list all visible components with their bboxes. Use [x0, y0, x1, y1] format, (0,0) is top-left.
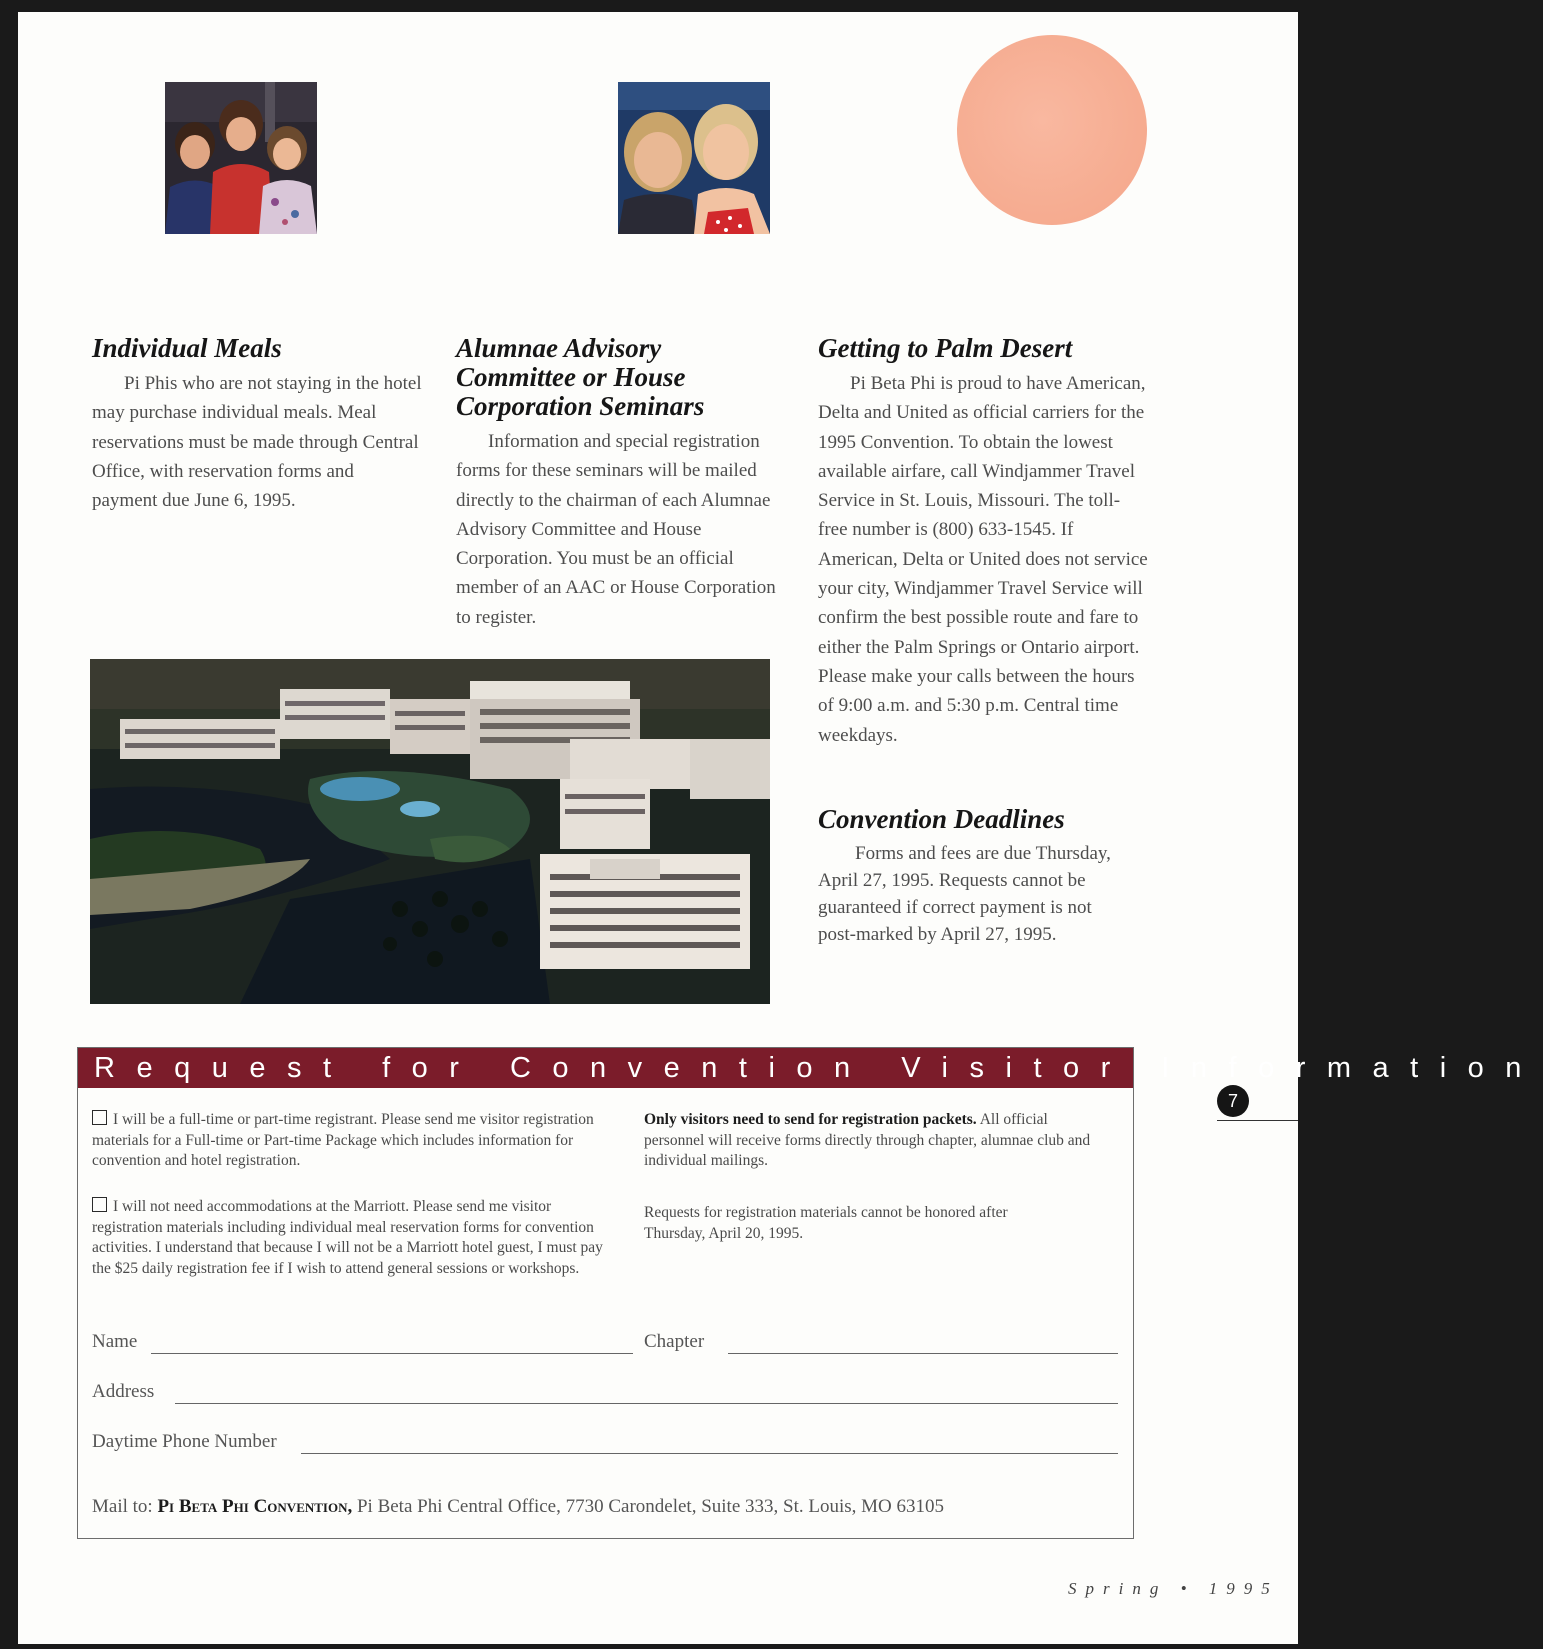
option-no-accommodations[interactable] [92, 1197, 612, 1279]
page [18, 12, 1543, 1644]
chapter-input[interactable] [728, 1353, 1118, 1354]
photo-two-women [618, 82, 770, 234]
visitors-note-rest: All official personnel will receive forms directly through chapter, alumnae club and individual mailings. [644, 1111, 1091, 1169]
issue-footer: Spring • 1995 [1068, 1579, 1279, 1598]
section-body: Pi Phis who are not staying in the hotel may purchase individual meals. Meal reservations must be made through Central Office, with reservation forms and payment due June 6, 1995. [92, 373, 422, 512]
section-body: Forms and fees are due Thursday, April 27, 1995. Requests cannot be guaranteed if correct payment is not post-marked by April 27, 1995. [818, 843, 1111, 945]
visitors-note [644, 1110, 1104, 1172]
phone-input[interactable] [301, 1453, 1118, 1454]
mail-address: Pi Beta Phi Central Office, 7730 Carondelet, Suite 333, St. Louis, MO 63105 [352, 1496, 944, 1517]
mail-org: Pi Beta Phi Convention, [157, 1496, 353, 1517]
mail-label: Mail to: [92, 1496, 153, 1517]
peach-circle-decoration [957, 35, 1147, 225]
name-label: Name [92, 1331, 138, 1352]
visitors-note-bold: Only visitors need to send for registration packets. [644, 1111, 977, 1128]
section-body: Pi Beta Phi is proud to have American, Delta and United as official carriers for the 1995 Convention. To obtain the lowest available airfare, call Windjammer Travel Service in St. Louis, Missouri. The toll-free number is (800) 633-1545. If American, Delta or United does not service your city, Windjammer Travel Service will confirm the best possible route and fare to either the Palm Springs or Ontario airport. Please make your calls between the hours of 9:00 a.m. and 5:30 p.m. Central time weekdays. [818, 373, 1148, 746]
aerial-hotel-photo [90, 659, 770, 1004]
visitor-information-form [77, 1047, 1543, 1539]
address-label: Address [92, 1381, 155, 1402]
option-full-time[interactable] [92, 1110, 612, 1172]
section-body: Information and special registration forms for these seminars will be mailed directly to the chairman of each Alumnae Advisory Committee and House Corporation. You must be an official member of an AAC or House Corporation to register. [456, 431, 776, 628]
section-title: Getting to Palm Desert [818, 333, 1073, 363]
photo-three-women [165, 82, 317, 234]
section-title: Individual Meals [92, 333, 282, 363]
section-title: Convention Deadlines [818, 804, 1065, 834]
section-aac-seminars [456, 334, 781, 632]
form-title: Request for Convention Visitor Information [78, 1048, 1133, 1088]
page-number: 7 [1217, 1085, 1249, 1117]
option-no-accommodations-text: I will not need accommodations at the Marriott. Please send me visitor registration materials including individual meal reservation forms for convention activities. I understand that because I will not be a Marriott hotel guest, I must pay the $25 daily registration fee if I wish to attend general sessions or workshops. [92, 1198, 603, 1277]
page-rule [1217, 1120, 1298, 1121]
chapter-label: Chapter [644, 1331, 705, 1352]
section-title: Alumnae Advisory Committee or House Corporation Seminars [456, 333, 705, 421]
mail-to-address [92, 1496, 944, 1518]
section-individual-meals [92, 334, 422, 515]
section-getting-to-palm-desert [818, 334, 1148, 750]
section-convention-deadlines [818, 805, 1133, 948]
deadline-note: Requests for registration materials cannot be honored after Thursday, April 20, 1995. [644, 1204, 1008, 1242]
address-input[interactable] [175, 1403, 1118, 1404]
checkbox-no-accommodations[interactable] [92, 1197, 107, 1212]
name-input[interactable] [151, 1353, 633, 1354]
checkbox-full-time[interactable] [92, 1110, 107, 1125]
option-full-time-text: I will be a full-time or part-time registrant. Please send me visitor registration materials for a Full-time or Part-time Package which includes information for convention and hotel registration. [92, 1111, 594, 1169]
phone-label: Daytime Phone Number [92, 1431, 277, 1452]
